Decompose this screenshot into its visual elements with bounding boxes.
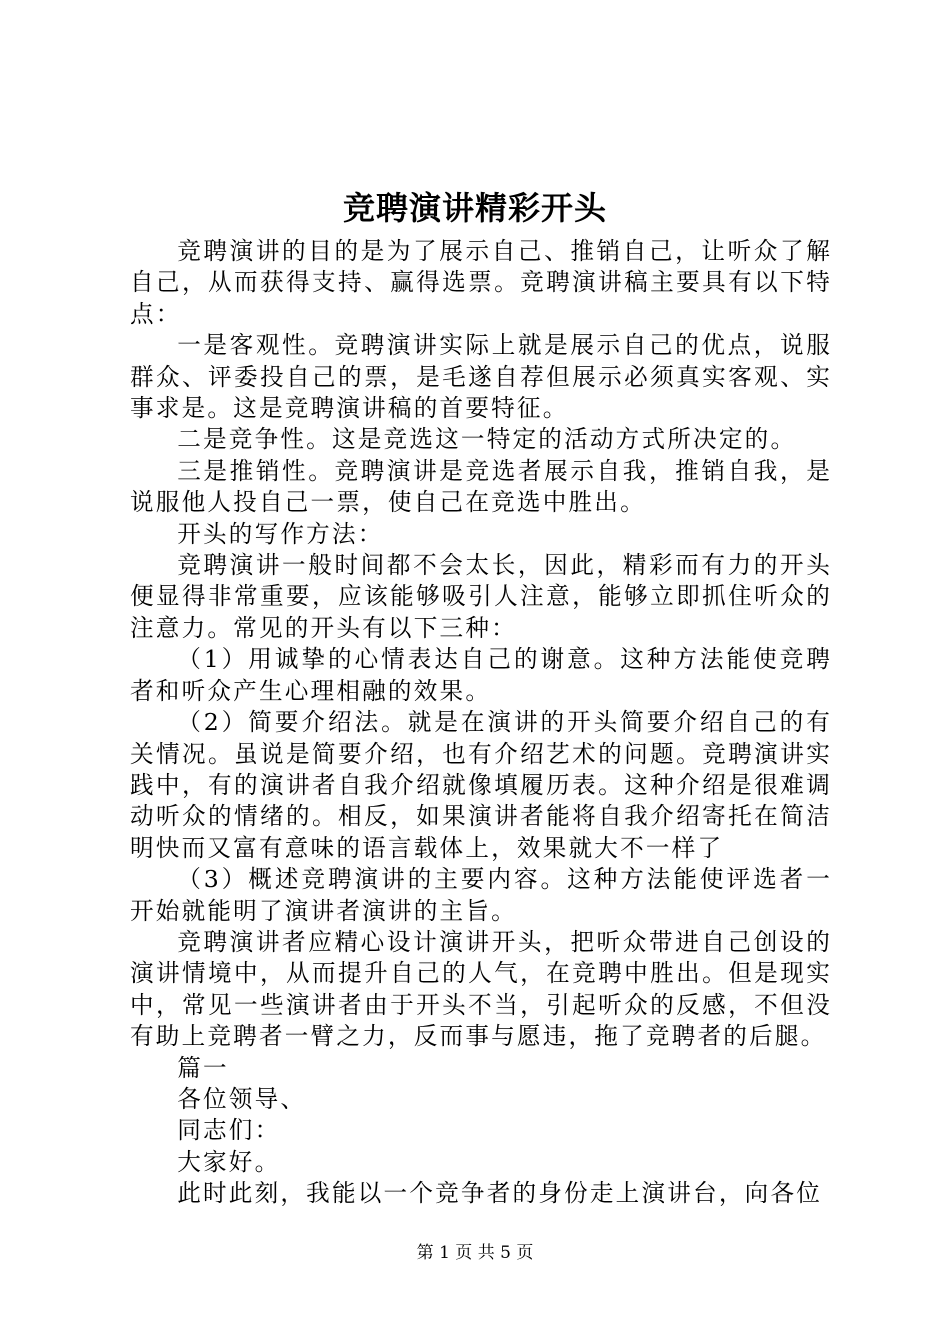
paragraph-conclusion: 竞聘演讲者应精心设计演讲开头，把听众带进自己创设的演讲情境中，从而提升自己的人气，在竞聘中胜出。但是现实中，常见一些演讲者由于开头不当，引起听众的反感，不但没有助上竞聘者一臂之力，反而事与愿违，拖了竞聘者的后腿。: [130, 927, 832, 1051]
document-title: 竞聘演讲精彩开头: [342, 189, 607, 227]
paragraph-objectivity: 一是客观性。竞聘演讲实际上就是展示自己的优点，说服群众、评委投自己的票，是毛遂自荐但展示必须真实客观、实事求是。这是竞聘演讲稿的首要特征。: [130, 331, 832, 423]
paragraph-methods-heading: 开头的写作方法：: [177, 519, 384, 548]
paragraph-speech-start: 此时此刻，我能以一个竞争者的身份走上演讲台，向各位: [177, 1179, 823, 1208]
paragraph-methods-intro: 竞聘演讲一般时间都不会太长，因此，精彩而有力的开头便显得非常重要，应该能够吸引人注意，能够立即抓住听众的注意力。常见的开头有以下三种：: [130, 551, 832, 642]
paragraph-salutation-1: 各位领导、: [177, 1084, 307, 1113]
paragraph-greeting: 大家好。: [177, 1147, 281, 1176]
paragraph-salutation-2: 同志们：: [177, 1116, 281, 1145]
paragraph-method-2: （2）简要介绍法。就是在演讲的开头简要介绍自己的有关情况。虽说是简要介绍，也有介绍艺术的问题。竞聘演讲实践中，有的演讲者自我介绍就像填履历表。这种介绍是很难调动听众的情绪的。相反，如果演讲者能将自我介绍寄托在简洁明快而又富有意味的语言载体上，效果就大不一样了: [130, 708, 832, 862]
paragraph-method-3: （3）概述竞聘演讲的主要内容。这种方法能使评选者一开始就能明了演讲者演讲的主旨。: [130, 865, 832, 925]
document-body: [130, 236, 832, 1210]
paragraph-competitiveness: 二是竞争性。这是竞选这一特定的活动方式所决定的。: [177, 425, 797, 454]
paragraph-method-1: （1）用诚挚的心情表达自己的谢意。这种方法能使竞聘者和听众产生心理相融的效果。: [130, 645, 832, 705]
paragraph-intro: 竞聘演讲的目的是为了展示自己、推销自己，让听众了解自己，从而获得支持、赢得选票。竞聘演讲稿主要具有以下特点：: [130, 237, 832, 328]
paragraph-promotion: 三是推销性。竞聘演讲是竞选者展示自我，推销自我，是说服他人投自己一票，使自己在竞选中胜出。: [130, 456, 832, 517]
paragraph-section-heading: 篇一: [177, 1053, 229, 1082]
page-footer: 第 1 页 共 5 页: [416, 1243, 534, 1263]
